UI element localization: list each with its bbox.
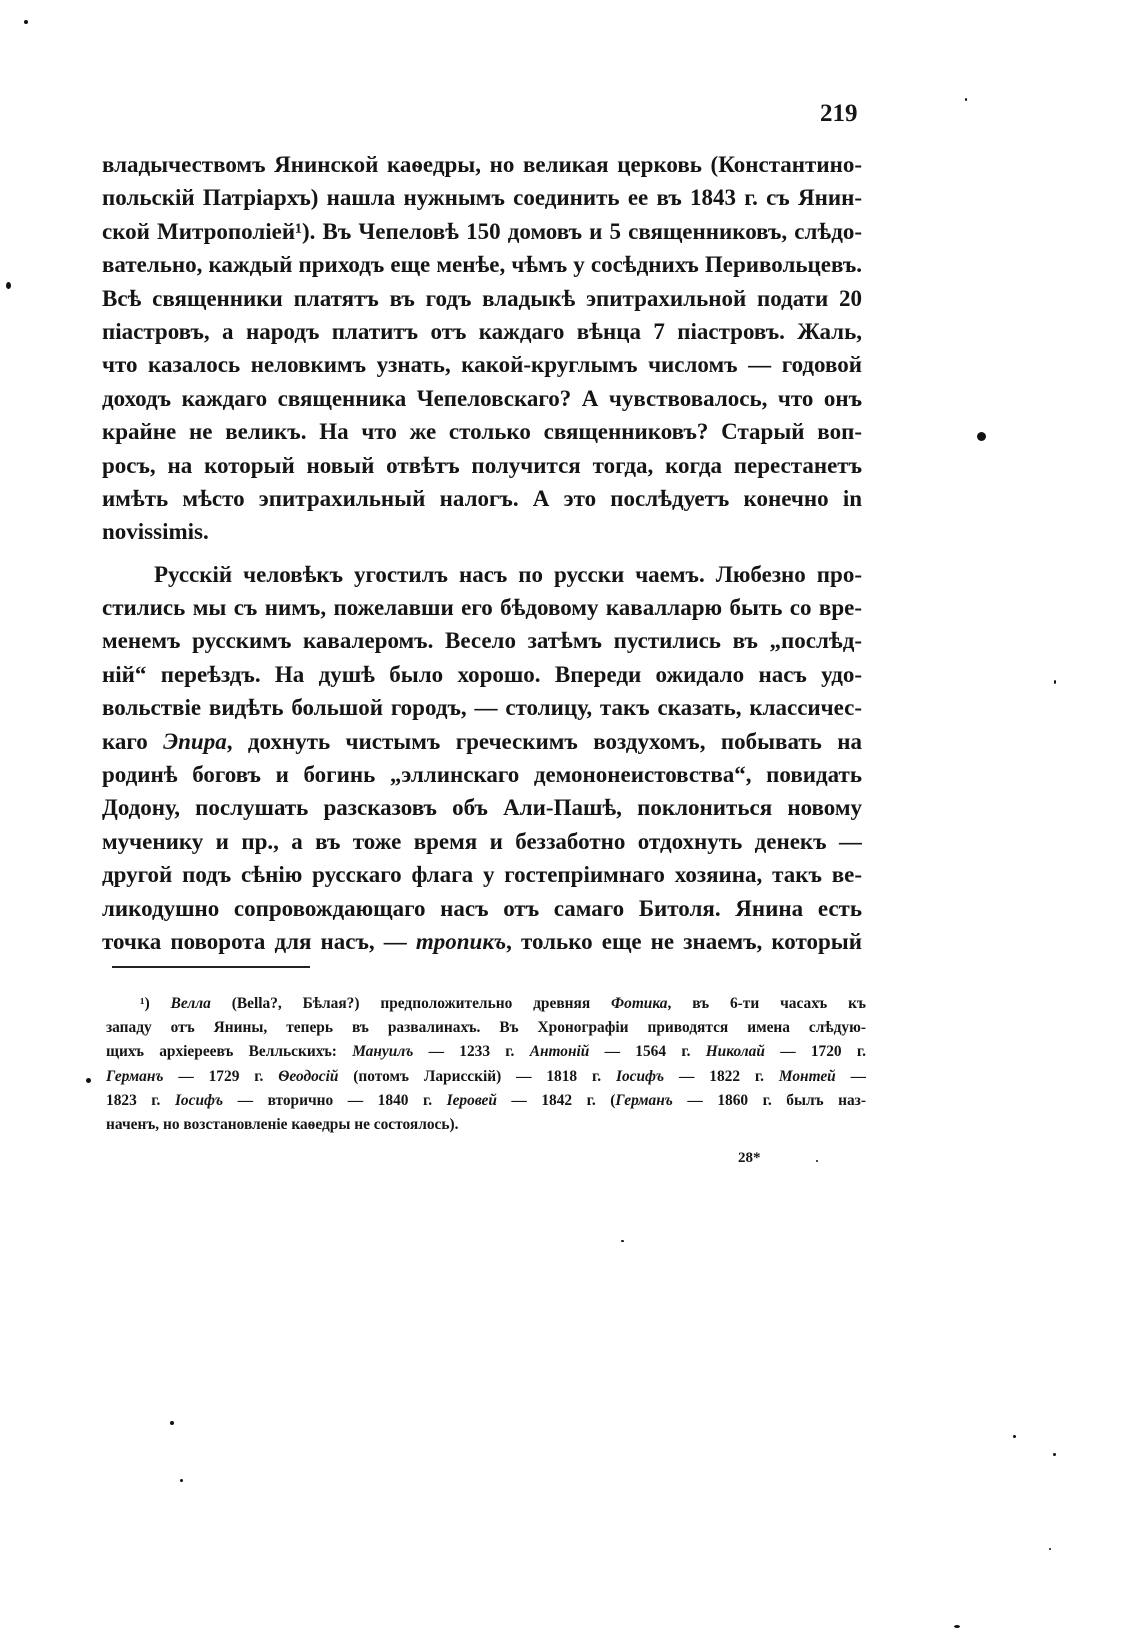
text-run: — 1860 г. былъ наз-: [672, 1091, 866, 1109]
italic-run: Германъ: [615, 1091, 673, 1109]
text-line: доходъ каждаго священника Чепеловскаго? А чувствовалось, что онъ: [102, 385, 862, 411]
footnote-line: наченъ, но возстановленіе каѳедры не состоялось).: [106, 1115, 459, 1133]
footnote-rule: [112, 966, 310, 968]
scan-speck: [86, 1078, 91, 1083]
scan-speck: [816, 1160, 818, 1162]
text-line: мученику и пр., а въ тоже время и беззаботно отдохнуть денекъ —: [102, 828, 862, 854]
italic-run: Мануилъ: [352, 1043, 414, 1061]
text-run: — 1822 г.: [664, 1067, 779, 1085]
scan-speck: [24, 20, 28, 24]
footnote-line: западу отъ Янины, теперь въ развалинахъ. Въ Хронографіи приводятся имена слѣдую-: [106, 1019, 866, 1037]
text-run: — 1842 г. (: [496, 1091, 616, 1109]
scan-speck: [180, 1479, 183, 1482]
text-line: другой подъ сѣнію русскаго флага у гостепріимнаго хозяина, такъ ве-: [102, 862, 862, 888]
text-line: владычествомъ Янинской каѳедры, но великая церковь (Константино-: [102, 152, 862, 177]
scan-speck: [621, 1240, 624, 1242]
scan-speck: [170, 1421, 174, 1425]
text-line: [102, 725, 862, 758]
text-line: вольствіе видѣть большой городъ, — столицу, такъ сказать, классичес-: [102, 695, 862, 721]
scan-speck: [1054, 680, 1056, 684]
footnote-line: [106, 1089, 866, 1113]
italic-run: Антоній: [529, 1043, 590, 1061]
text-line: піастровъ, а народъ платитъ отъ каждаго вѣнца 7 піастровъ. Жаль,: [102, 318, 862, 344]
scan-speck: [1053, 1453, 1056, 1456]
italic-run: Фотика: [611, 995, 668, 1012]
text-run: — 1564 г.: [589, 1043, 706, 1061]
footnote-marker: ¹): [140, 995, 171, 1012]
paragraph-2: [102, 558, 862, 959]
italic-run: Германъ: [106, 1067, 164, 1085]
footnote-line: [106, 992, 866, 1016]
text-line: стились мы съ нимъ, пожелавши его бѣдовому кавалларю быть со вре-: [102, 595, 862, 621]
italic-run: Іеровей: [446, 1091, 497, 1109]
scan-speck: [965, 98, 967, 101]
paragraph-gap: [102, 549, 862, 558]
text-line: вательно, каждый приходъ еще менѣе, чѣмъ у сосѣднихъ Перивольцевъ.: [102, 252, 862, 278]
text-line: менемъ русскимъ кавалеромъ. Весело затѣмъ пустились въ „послѣд-: [102, 628, 862, 654]
text-run: точка поворота для насъ, —: [102, 928, 416, 954]
text-line: родинѣ боговъ и богинь „эллинскаго демононеистовства“, повидать: [102, 762, 862, 788]
text-run: щихъ архіереевъ Велльскихъ:: [106, 1043, 353, 1061]
text-line: Русскій человѣкъ угостилъ насъ по русски чаемъ. Любезно про-: [154, 561, 862, 587]
text-run: , въ 6-ти часахъ къ: [667, 995, 866, 1012]
italic-run: Монтей: [778, 1067, 836, 1085]
scan-speck: [6, 282, 11, 289]
italic-run: Эпира: [163, 728, 227, 754]
main-text: [102, 148, 862, 958]
text-run: , только еще не знаемъ, который: [506, 928, 862, 954]
text-line: польскій Патріархъ) нашла нужнымъ соединить ее въ 1843 г. съ Янин-: [102, 185, 862, 211]
text-run: (потомъ Ларисскій) — 1818 г.: [338, 1067, 616, 1085]
scan-speck: [1013, 1435, 1016, 1438]
italic-run: Николай: [705, 1043, 765, 1061]
text-line: что казалось неловкимъ узнать, какой-круглымъ числомъ — годовой: [102, 352, 862, 378]
italic-run: Велла: [170, 995, 211, 1012]
text-line: [102, 925, 862, 958]
text-run: — 1720 г.: [764, 1043, 866, 1061]
text-run: 1823 г.: [106, 1091, 175, 1109]
text-run: каго: [102, 728, 164, 754]
footnote: [106, 992, 866, 1137]
text-run: —: [835, 1067, 866, 1085]
scan-speck: [977, 432, 986, 441]
text-line: имѣть мѣсто эпитрахильный налогъ. А это послѣдуетъ конечно in: [102, 485, 862, 511]
text-line: ній“ переѣздъ. На душѣ было хорошо. Впереди ожидало насъ удо-: [102, 661, 862, 687]
text-line: ской Митрополіей¹). Въ Чепеловѣ 150 домовъ и 5 священниковъ, слѣдо-: [102, 218, 862, 244]
page-number: 219: [820, 100, 858, 127]
scan-speck: [1049, 1548, 1051, 1550]
footnote-line: [106, 1065, 866, 1089]
text-run: — 1729 г.: [163, 1067, 279, 1085]
footnote-line: [106, 1040, 866, 1064]
scan-speck: [954, 1625, 960, 1628]
text-line: ликодушно сопровождающаго насъ отъ самаго Битоля. Янина есть: [102, 895, 862, 921]
text-line: росъ, на который новый отвѣтъ получится тогда, когда перестанетъ: [102, 452, 862, 478]
italic-run: Іосифъ: [615, 1067, 665, 1085]
text-line: крайне не великъ. На что же столько священниковъ? Старый воп-: [102, 419, 862, 445]
text-line: Всѣ священники платятъ въ годъ владыкѣ эпитрахильной подати 20: [102, 285, 862, 311]
italic-run: Іосифъ: [174, 1091, 224, 1109]
italic-run: Ѳеодосій: [278, 1067, 339, 1085]
text-line: novissimis.: [102, 519, 209, 545]
text-run: (Bella?, Бѣлая?) предположительно древняя: [210, 995, 612, 1012]
italic-run: тропикъ: [415, 928, 507, 954]
text-run: — вторично — 1840 г.: [223, 1091, 447, 1109]
paragraph-1: [102, 148, 862, 549]
text-line: Додону, послушать разсказовъ объ Али-Пашѣ, поклониться новому: [102, 795, 862, 821]
signature-mark: 28*: [738, 1150, 761, 1166]
text-run: , дохнуть чистымъ греческимъ воздухомъ, побывать на: [226, 728, 862, 754]
text-run: — 1233 г.: [413, 1043, 530, 1061]
